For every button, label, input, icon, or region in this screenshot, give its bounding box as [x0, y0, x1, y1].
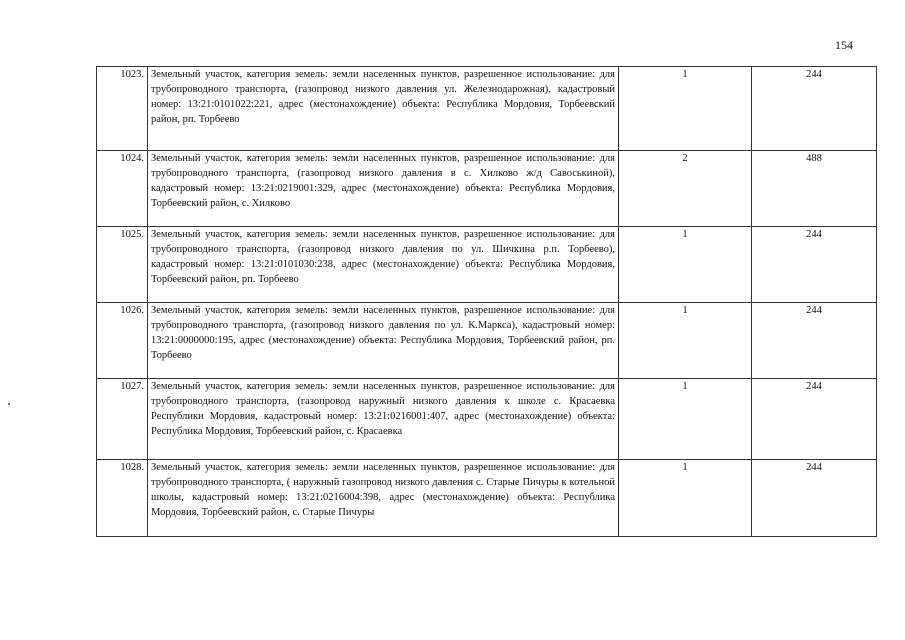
table-row [97, 227, 877, 303]
row-number: 1027. [97, 379, 148, 460]
row-value: 488 [752, 151, 877, 227]
page-number: 154 [835, 38, 853, 52]
property-registry-table [96, 66, 877, 537]
row-description: Земельный участок, категория земель: земли населенных пунктов, разрешенное использование: для трубопроводного транспорта, (газопровод низкого давления по ул. Шичкина р.п. Торбеево), кадастровый номер: 13:21:0101030:238, адрес (местонахождение) объекта: Республика Мордовия, Торбеевский район, рп. Торбеево [148, 227, 619, 303]
table-row [97, 379, 877, 460]
row-quantity: 1 [619, 67, 752, 151]
table-row [97, 303, 877, 379]
table-row [97, 67, 877, 151]
row-description: Земельный участок, категория земель: земли населенных пунктов, разрешенное использование: для трубопроводного транспорта, ( наружный газопровод низкого давления с. Старые Пичуры к котельной школы, кадастровый номер: 13:21:0216004:398, адрес (местонахождение) объекта: Республика Мордовия, Торбеевский район, с. Старые Пичуры [148, 460, 619, 537]
row-description: Земельный участок, категория земель: земли населенных пунктов, разрешенное использование: для трубопроводного транспорта, (газопровод низкого давления в с. Хилково ж/д Савоськиной), кадастровый номер: 13:21:0219001:329, адрес (местонахождение) объекта: Республика Мордовия, Торбеевский район, с. Хилково [148, 151, 619, 227]
row-quantity: 1 [619, 379, 752, 460]
row-value: 244 [752, 303, 877, 379]
row-value: 244 [752, 67, 877, 151]
scan-speck [8, 403, 10, 405]
row-description: Земельный участок, категория земель: земли населенных пунктов, разрешенное использование: для трубопроводного транспорта, (газопровод наружный низкого давления к школе с. Красаевка Республики Мордовия, кадастровый номер: 13:21:0216001:407, адрес (местонахождение) объекта: Республика Мордовия, Торбеевский район, с. Красаевка [148, 379, 619, 460]
table-row [97, 151, 877, 227]
table-row [97, 460, 877, 537]
row-number: 1028. [97, 460, 148, 537]
row-value: 244 [752, 460, 877, 537]
row-value: 244 [752, 379, 877, 460]
row-quantity: 1 [619, 460, 752, 537]
row-quantity: 1 [619, 227, 752, 303]
row-description: Земельный участок, категория земель: земли населенных пунктов, разрешенное использование: для трубопроводного транспорта, (газопровод низкого давления по ул. К.Маркса), кадастровый номер: 13:21:0000000:195, адрес (местонахождение) объекта: Республика Мордовия, Торбеевский район, рп. Торбеево [148, 303, 619, 379]
row-description: Земельный участок, категория земель: земли населенных пунктов, разрешенное использование: для трубопроводного транспорта, (газопровод низкого давления ул. Железнодарожная), кадастровый номер: 13:21:0101022:221, адрес (местонахождение) объекта: Республика Мордовия, Торбеевский район, рп. Торбеево [148, 67, 619, 151]
row-number: 1026. [97, 303, 148, 379]
row-quantity: 1 [619, 303, 752, 379]
row-quantity: 2 [619, 151, 752, 227]
row-number: 1025. [97, 227, 148, 303]
row-number: 1024. [97, 151, 148, 227]
row-number: 1023. [97, 67, 148, 151]
row-value: 244 [752, 227, 877, 303]
